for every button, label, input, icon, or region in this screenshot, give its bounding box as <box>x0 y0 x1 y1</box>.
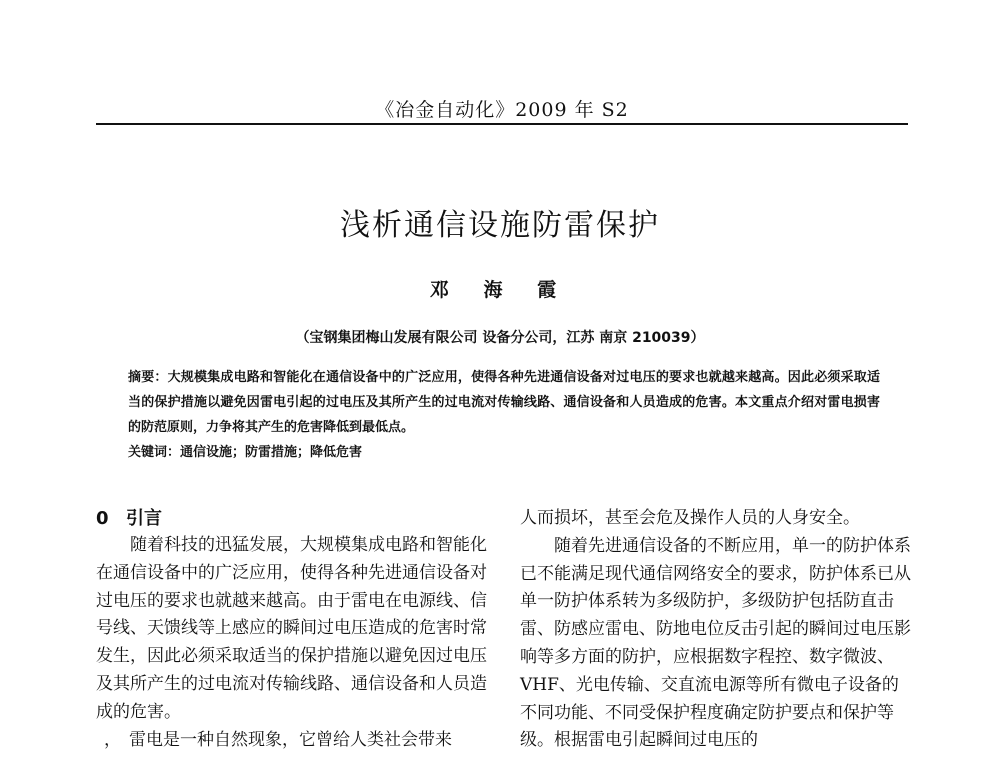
right-paragraph-2: 随着先进通信设备的不断应用，单一的防护体系已不能满足现代通信网络安全的要求，防护体系已从单一防护体系转为多级防护，多级防护包括防直击雷、防感应雷电、防地电位反击引起的瞬间过电压影响等多方面的防护，应根据数字程控、数字微波、VHF、光电传输、交直流电源等所有微电子设备的不同功能、不同受保护程度确定防护要点和保护等级。根据雷电引起瞬间过电压的 <box>520 535 911 751</box>
intro-paragraph-1: 随着科技的迅猛发展，大规模集成电路和智能化在通信设备中的广泛应用，使得各种先进通信设备对过电压的要求也就越来越高。由于雷电在电源线、信号线、天馈线等上感应的瞬间过电压造成的危害时常发生，因此必须采取适当的保护措施以避免因过电压及其所产生的过电流对传输线路、通信设备和人员造成的危害。 <box>96 535 487 722</box>
section-heading <box>96 505 491 532</box>
abstract-text: 大规模集成电路和智能化在通信设备中的广泛应用，使得各种先进通信设备对过电压的要求也就越来越高。因此必须采取适当的保护措施以避免因雷电引起的过电压及其所产生的过电流对传输线路、通信设备和人员造成的危害。本文重点介绍对雷电损害的防范原则，力争将其产生的危害降低到最低点。 <box>128 370 880 435</box>
article-title: 浅析通信设施防雷保护 <box>340 208 660 243</box>
intro-paragraph-2 <box>96 727 491 755</box>
author-name: 邓 海 霞 <box>429 279 571 301</box>
journal-header: 《冶金自动化》2009 年 S2 <box>375 99 629 121</box>
right-paragraph-1: 人而损坏，甚至会危及操作人员的人身安全。 <box>520 508 860 528</box>
section-title: 引言 <box>126 508 162 529</box>
keywords-label: 关键词： <box>128 445 181 460</box>
abstract-block <box>128 365 880 465</box>
abstract-label: 摘要： <box>128 370 168 385</box>
header-rule <box>96 123 908 125</box>
bullet-mark: ， <box>104 729 121 750</box>
keywords-line <box>128 440 880 465</box>
right-column <box>520 505 913 755</box>
intro-paragraph-2-text: 雷电是一种自然现象，它曾给人类社会带来 <box>129 729 452 750</box>
section-number: 0 <box>96 508 109 529</box>
author-affiliation: （宝钢集团梅山发展有限公司 设备分公司，江苏 南京 210039） <box>295 330 705 346</box>
left-column <box>96 505 491 754</box>
keywords-text: 通信设施；防雷措施；降低危害 <box>180 445 363 460</box>
abstract-paragraph <box>128 365 880 440</box>
